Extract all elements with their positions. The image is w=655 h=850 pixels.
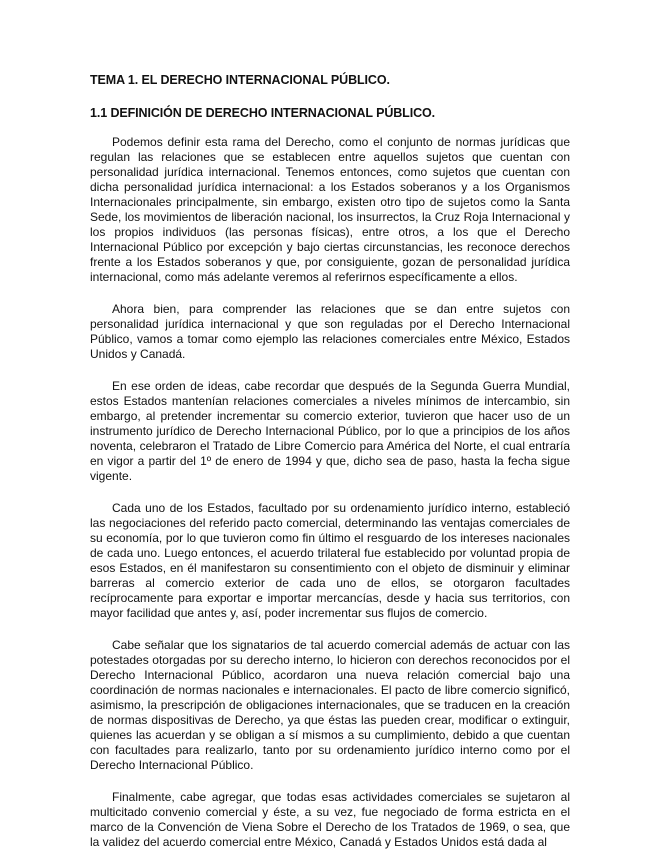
section-heading: 1.1 DEFINICIÓN DE DERECHO INTERNACIONAL PÚBLICO. <box>90 106 435 120</box>
document-title: TEMA 1. EL DERECHO INTERNACIONAL PÚBLICO. <box>90 73 390 87</box>
paragraph-conclusion: Finalmente, cabe agregar, que todas esas actividades comerciales se sujetaron al multicitado convenio comercial y éste, a su vez, fue negociado de forma estricta en el marco de la Convención de Viena Sobre el Derecho de los Tratados de 1969, o sea, que la validez del acuerdo comercial entre México, Canadá y Estados Unidos está dada al <box>90 790 570 849</box>
paragraph-definition: Podemos definir esta rama del Derecho, como el conjunto de normas jurídicas que regulan las relaciones que se establecen entre aquellos sujetos que cuentan con personalidad jurídica internacional. Tenemos entonces, como sujetos que cuentan con dicha personalidad jurídica internacional: a los Estados soberanos y a los Organismos Internacionales principalmente, sin embargo, existen otro tipo de sujetos como la Santa Sede, los movimientos de liberación nacional, los insurrectos, la Cruz Roja Internacional y los propios individuos (las personas físicas), entre otros, a los que el Derecho Internacional Público por excepción y bajo ciertas circunstancias, les reconoce derechos frente a los Estados soberanos y que, por consiguiente, gozan de personalidad jurídica internacional, como más adelante veremos al referirnos específicamente a ellos. <box>90 135 570 284</box>
paragraph-negotiations: Cada uno de los Estados, facultado por su ordenamiento jurídico interno, estableció las negociaciones del referido pacto comercial, determinando las ventajas comerciales de su economía, por lo que tuvieron como fin último el resguardo de los intereses nacionales de cada uno. Luego entonces, el acuerdo trilateral fue establecido por voluntad propia de esos Estados, en él manifestaron su consentimiento con el objeto de disminuir y eliminar barreras al comercio exterior de cada uno de ellos, se otorgaron facultades recíprocamente para exportar e importar mercancías, desde y hacia sus territorios, con mayor facilidad que antes y, así, poder incrementar sus flujos de comercio. <box>90 501 570 620</box>
paragraph-example-intro: Ahora bien, para comprender las relaciones que se dan entre sujetos con personalidad jurídica internacional y que son reguladas por el Derecho Internacional Público, vamos a tomar como ejemplo las relaciones comerciales entre México, Estados Unidos y Canadá. <box>90 302 570 361</box>
paragraph-treaty-history: En ese orden de ideas, cabe recordar que después de la Segunda Guerra Mundial, estos Estados mantenían relaciones comerciales a niveles mínimos de intercambio, sin embargo, al pretender incrementar su comercio exterior, tuvieron que hacer uso de un instrumento jurídico de Derecho Internacional Público, por lo que a principios de los años noventa, celebraron el Tratado de Libre Comercio para América del Norte, el cual entraría en vigor a partir del 1º de enero de 1994 y que, dicho sea de paso, hasta la fecha sigue vigente. <box>90 379 570 483</box>
paragraph-signatories: Cabe señalar que los signatarios de tal acuerdo comercial además de actuar con las potestades otorgadas por su derecho interno, lo hicieron con derechos reconocidos por el Derecho Internacional Público, acordaron una nueva relación comercial bajo una coordinación de normas nacionales e internacionales. El pacto de libre comercio significó, asimismo, la prescripción de obligaciones internacionales, que se traducen en la creación de normas dispositivas de Derecho, ya que éstas las pueden crear, modificar o extinguir, quienes las acuerdan y se obligan a sí mismos a su cumplimiento, debido a que cuentan con facultades para realizarlo, tanto por su ordenamiento jurídico interno como por el Derecho Internacional Público. <box>90 638 570 772</box>
document-page <box>90 70 570 850</box>
